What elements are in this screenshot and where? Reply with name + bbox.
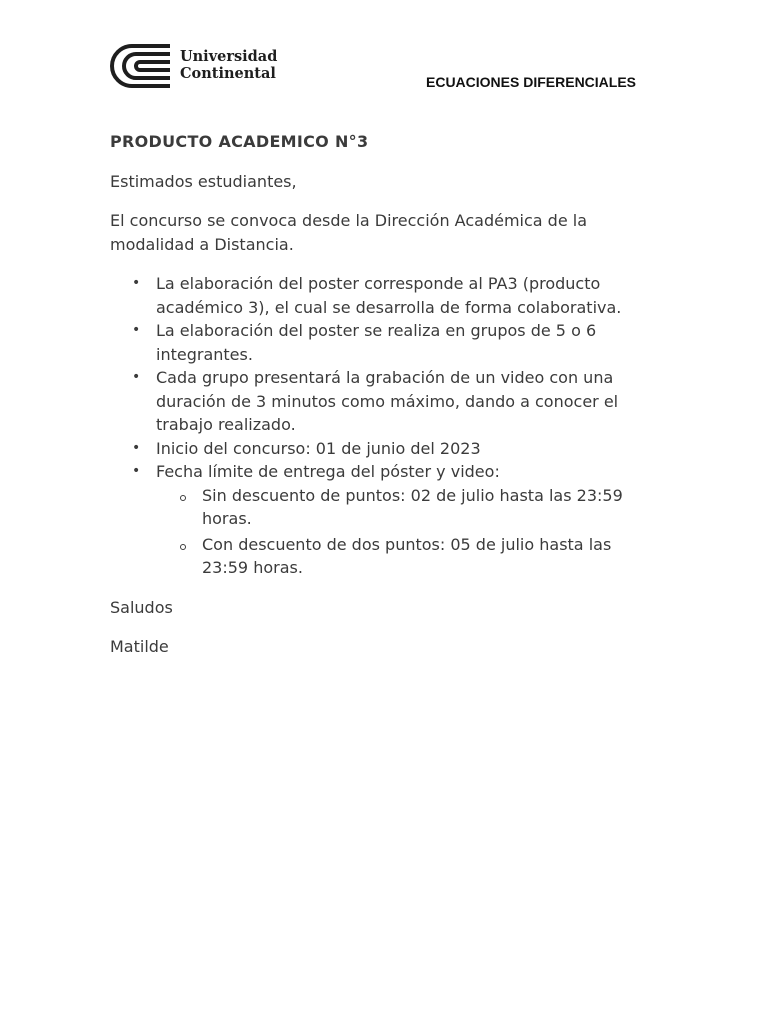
list-item-deadline xyxy=(156,460,650,580)
sub-list-item: Con descuento de dos puntos: 05 de julio hasta las 23:59 horas. xyxy=(202,533,650,580)
closing: Saludos xyxy=(110,597,173,617)
signature: Matilde xyxy=(110,637,169,656)
list-item-label: Fecha límite de entrega del póster y video: xyxy=(156,462,500,481)
university-logo xyxy=(110,44,280,88)
document-header xyxy=(110,44,670,94)
list-item: • La elaboración del poster corresponde al PA3 (producto académico 3), el cual se desarrolla de forma colaborativa. xyxy=(156,272,650,319)
logo-wordmark xyxy=(180,48,277,82)
logo-line-2: Continental xyxy=(180,65,276,82)
course-name: ECUACIONES DIFERENCIALES xyxy=(426,74,637,90)
sub-bullet-list xyxy=(156,484,650,580)
document-title: PRODUCTO ACADEMICO N°3 xyxy=(110,132,369,151)
list-item: • La elaboración del poster se realiza en grupos de 5 o 6 integrantes. xyxy=(156,319,650,366)
list-item: • Cada grupo presentará la grabación de un video con una duración de 3 minutos como máximo, dando a conocer el trabajo realizado. xyxy=(156,366,650,437)
greeting: Estimados estudiantes, xyxy=(110,171,297,191)
continental-logo-icon xyxy=(110,44,172,88)
list-item: • Inicio del concurso: 01 de junio del 2023 xyxy=(156,437,650,461)
intro-paragraph: El concurso se convoca desde la Dirección Académica de la modalidad a Distancia. xyxy=(110,211,587,254)
document-body xyxy=(110,130,650,675)
bullet-list xyxy=(110,272,650,580)
sub-list-item: Sin descuento de puntos: 02 de julio hasta las 23:59 horas. xyxy=(202,484,650,531)
logo-line-1: Universidad xyxy=(180,48,278,65)
